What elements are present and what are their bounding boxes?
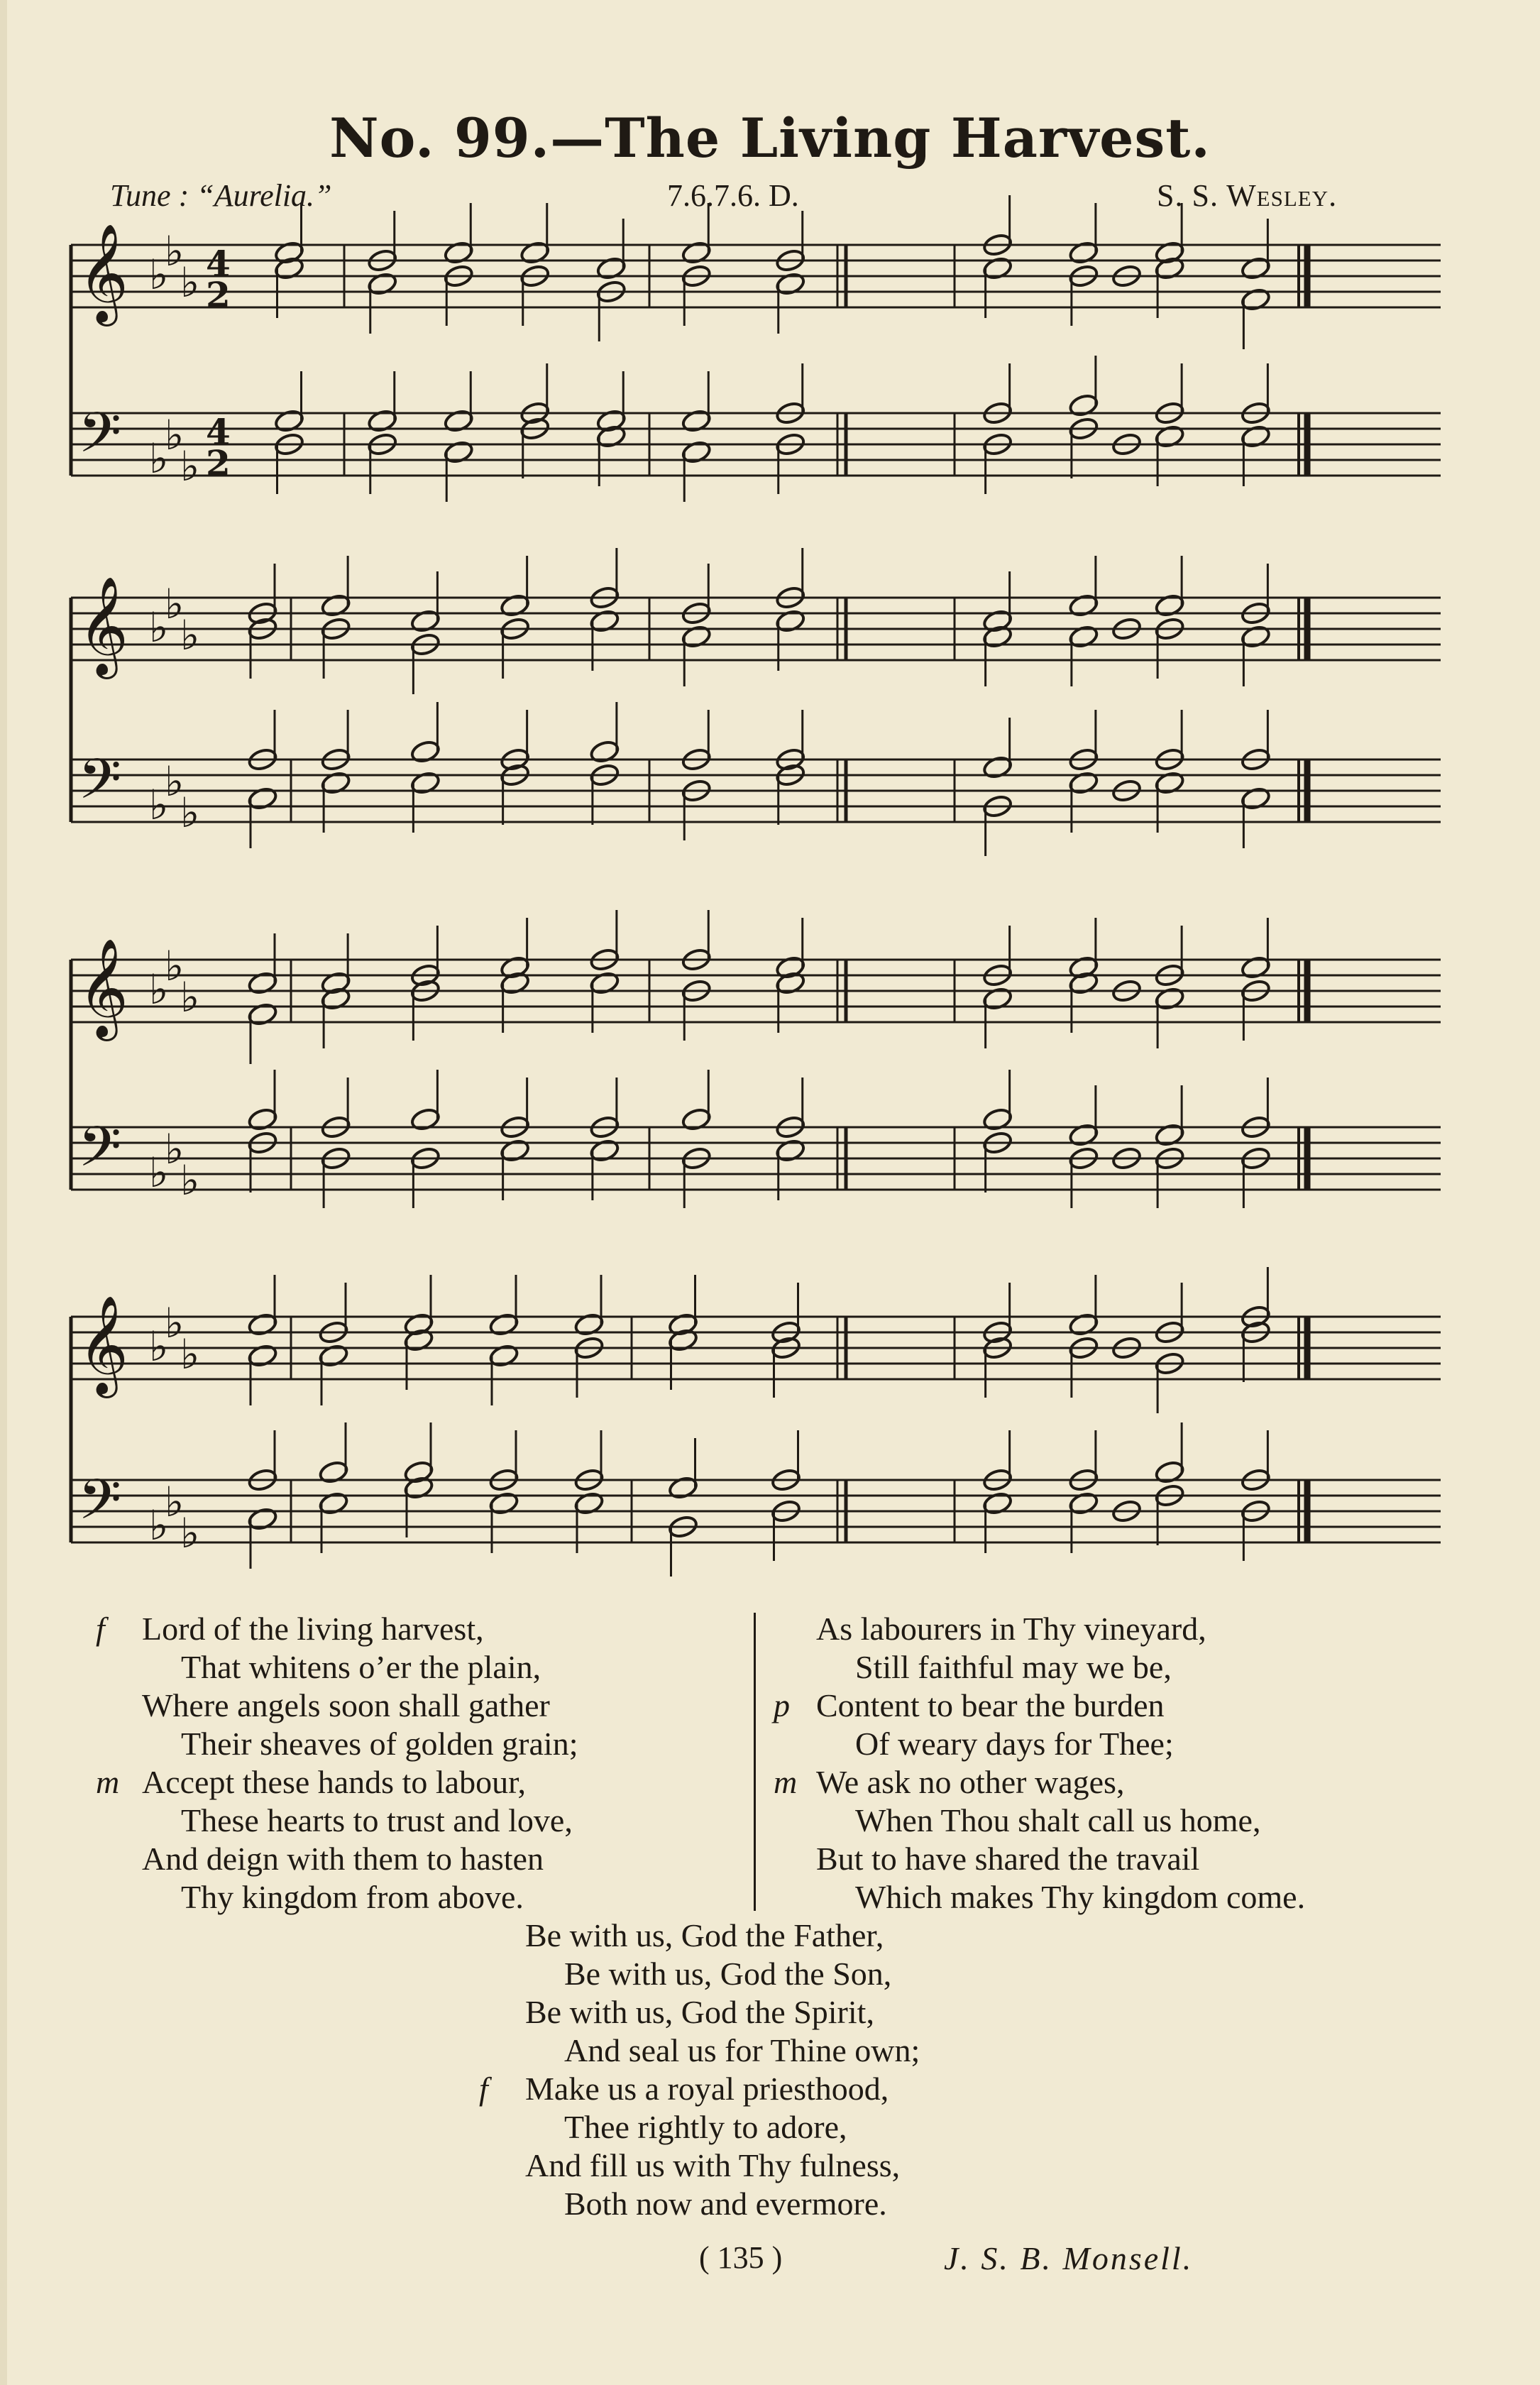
flat-icon: ♭ <box>149 965 169 1014</box>
flat-icon: ♭ <box>149 251 169 299</box>
flat-icon: ♭ <box>180 611 200 659</box>
flat-icon: ♭ <box>149 1148 169 1197</box>
treble-clef-icon: 𝄞 <box>78 938 128 1037</box>
dynamic-mark: m <box>774 1764 798 1800</box>
verse-line: Still faithful may we be, <box>855 1649 1172 1685</box>
time-signature: 4 <box>206 243 231 285</box>
dynamic-mark: p <box>774 1687 790 1723</box>
flat-icon: ♭ <box>180 1156 200 1205</box>
verse-line: Be with us, God the Son, <box>564 1956 892 1992</box>
bass-clef-icon: 𝄢 <box>78 747 122 826</box>
flat-icon: ♭ <box>165 1125 185 1173</box>
meter: 7.6.7.6. D. <box>667 178 799 213</box>
verse-line: Be with us, God the Father, <box>525 1917 884 1953</box>
treble-clef-icon: 𝄞 <box>78 224 128 322</box>
bass-clef-icon: 𝄢 <box>78 1468 122 1546</box>
verse-line: We ask no other wages, <box>816 1764 1125 1800</box>
verse-line: And fill us with Thy fulness, <box>525 2147 901 2183</box>
verse-line: Be with us, God the Spirit, <box>525 1994 874 2030</box>
verse-line: And deign with them to hasten <box>142 1841 544 1877</box>
flat-icon: ♭ <box>165 1299 185 1347</box>
verse-line: Make us a royal priesthood, <box>525 2071 889 2107</box>
dynamic-mark: f <box>96 1611 105 1647</box>
flat-icon: ♭ <box>165 757 185 806</box>
flat-icon: ♭ <box>165 1478 185 1526</box>
flat-icon: ♭ <box>180 973 200 1021</box>
tune-name: Tune : “Aurelia.” <box>110 178 332 213</box>
bass-clef-icon: 𝄢 <box>78 1115 122 1193</box>
verse-line: That whitens o’er the plain, <box>181 1649 541 1685</box>
page-number: ( 135 ) <box>699 2240 783 2275</box>
verse-line: Thee rightly to adore, <box>564 2109 847 2145</box>
time-signature: 2 <box>206 274 231 316</box>
time-signature: 4 <box>206 411 231 453</box>
flat-icon: ♭ <box>180 258 200 307</box>
flat-icon: ♭ <box>180 1509 200 1557</box>
verse-line: When Thou shalt call us home, <box>855 1802 1261 1838</box>
verse-line: But to have shared the travail <box>816 1841 1200 1877</box>
composer: S. S. Wesley. <box>1157 178 1338 213</box>
verse-line: Both now and evermore. <box>564 2186 887 2222</box>
author: J. S. B. Monsell. <box>944 2240 1194 2276</box>
verse-line: And seal us for Thine own; <box>564 2032 920 2068</box>
verse-line: Content to bear the burden <box>816 1687 1165 1723</box>
time-signature: 2 <box>206 442 231 484</box>
flat-icon: ♭ <box>149 1501 169 1550</box>
flat-icon: ♭ <box>180 442 200 490</box>
flat-icon: ♭ <box>180 1330 200 1378</box>
verse-line: As labourers in Thy vineyard, <box>816 1611 1206 1647</box>
hymn-title: No. 99.—The Living Harvest. <box>329 106 1211 170</box>
flat-icon: ♭ <box>165 942 185 990</box>
flat-icon: ♭ <box>149 1322 169 1371</box>
flat-icon: ♭ <box>149 603 169 652</box>
verse-line: Their sheaves of golden grain; <box>181 1726 578 1762</box>
verse-line: Where angels soon shall gather <box>142 1687 550 1723</box>
flat-icon: ♭ <box>165 411 185 459</box>
verse-line: Thy kingdom from above. <box>181 1879 524 1915</box>
dynamic-mark: f <box>479 2071 488 2107</box>
verse-line: Which makes Thy kingdom come. <box>855 1879 1306 1915</box>
flat-icon: ♭ <box>149 781 169 829</box>
bass-clef-icon: 𝄢 <box>78 401 122 479</box>
flat-icon: ♭ <box>149 434 169 483</box>
treble-clef-icon: 𝄞 <box>78 576 128 675</box>
dynamic-mark: m <box>96 1764 120 1800</box>
flat-icon: ♭ <box>165 580 185 628</box>
flat-icon: ♭ <box>180 789 200 837</box>
verse-divider <box>754 1613 756 1911</box>
verse-line: Accept these hands to labour, <box>142 1764 527 1800</box>
flat-icon: ♭ <box>165 227 185 275</box>
treble-clef-icon: 𝄞 <box>78 1295 128 1394</box>
verse-line: These hearts to trust and love, <box>181 1802 573 1838</box>
verse-line: Lord of the living harvest, <box>142 1611 484 1647</box>
verse-line: Of weary days for Thee; <box>855 1726 1174 1762</box>
